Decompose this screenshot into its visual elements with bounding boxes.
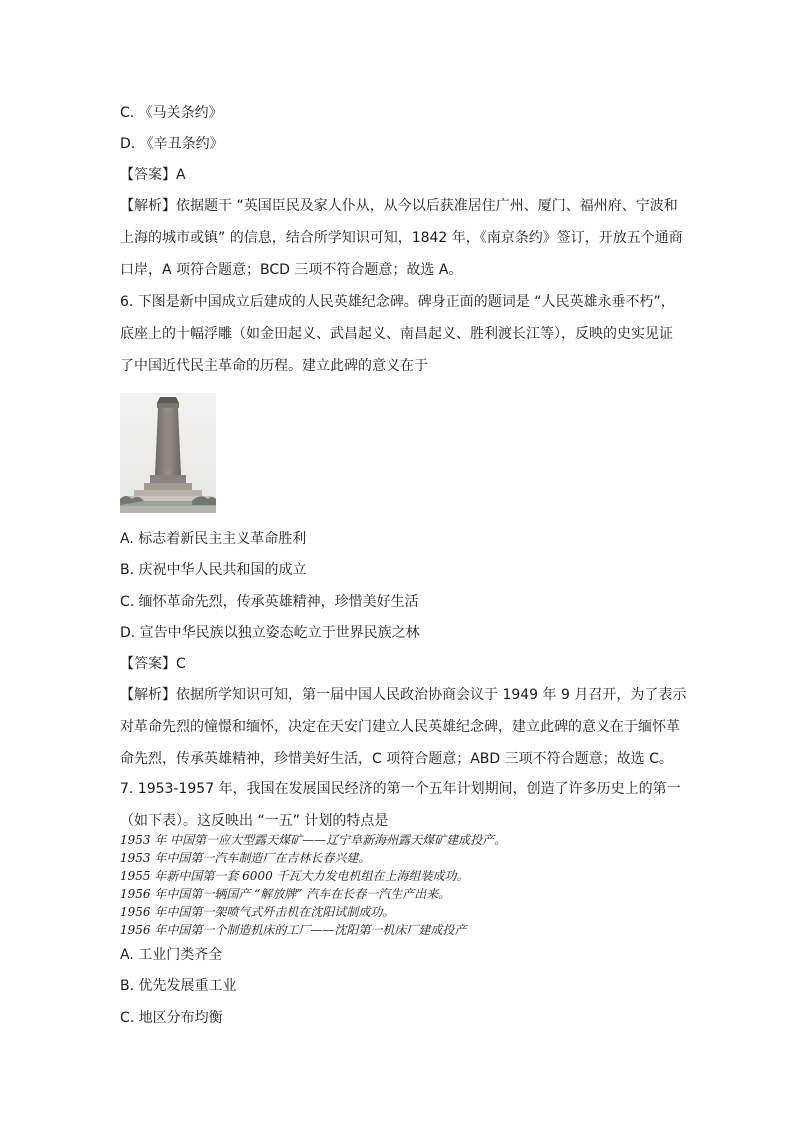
q6-analysis-line: 【解析】依据所学知识可知，第一届中国人民政治协商会议于 1949 年 9 月召开，为了表示 (120, 687, 687, 703)
q6-analysis (120, 679, 687, 775)
q6-stem (120, 286, 676, 382)
q7-table-row: 1955 年新中国第一套 6000 千瓦大力发电机组在上海组装成功。 (120, 869, 469, 883)
q5-analysis-line: 上海的城市或镇” 的信息，结合所学知识可知，1842 年，《南京条约》签订，开放五个通商 (120, 230, 683, 246)
q6-option-c: C. 缅怀革命先烈，传承英雄精神，珍惜美好生活 (120, 594, 419, 610)
q5-analysis (120, 190, 683, 286)
q7-table-row: 1956 年中国第一架喷气式歼击机在沈阳试制成功。 (120, 905, 395, 919)
q5-analysis-line: 【解析】依据题干 “英国臣民及家人仆从，从今以后获准居住广州、厦门、福州府、宁波和 (120, 198, 678, 214)
q5-option-d: D. 《辛丑条约》 (120, 136, 224, 152)
q7-stem (120, 773, 681, 837)
q7-table-row: 1956 年中国第一个制造机床的工厂——沈阳第一机床厂建成投产 (120, 923, 467, 937)
monument-photo (120, 393, 216, 513)
q6-analysis-line: 命先烈，传承英雄精神，珍惜美好生活，C 项符合题意；ABD 三项不符合题意；故选 C。 (120, 751, 673, 767)
q5-answer: 【答案】A (120, 167, 186, 183)
q7-option-c: C. 地区分布均衡 (120, 1010, 223, 1026)
q6-option-b: B. 庆祝中华人民共和国的成立 (120, 562, 307, 578)
q6-option-d: D. 宣告中华民族以独立姿态屹立于世界民族之林 (120, 625, 420, 641)
q7-stem-line: （如下表）。这反映出 “一五” 计划的特点是 (120, 813, 389, 829)
q6-analysis-line: 对革命先烈的憧憬和缅怀，决定在天安门建立人民英雄纪念碑，建立此碑的意义在于缅怀革 (120, 719, 680, 735)
q7-option-a: A. 工业门类齐全 (120, 947, 223, 963)
q5-option-c: C. 《马关条约》 (120, 105, 223, 121)
q7-table-row: 1953 年 中国第一应大型露天煤矿——辽宁阜新海州露天煤矿建成投产。 (120, 833, 507, 847)
q6-answer: 【答案】C (120, 656, 186, 672)
q7-table-row: 1956 年中国第一辆国产 “解放牌” 汽车在长春一汽生产出来。 (120, 887, 451, 901)
q6-stem-line: 了中国近代民主革命的历程。建立此碑的意义在于 (120, 358, 428, 374)
q6-stem-line: 底座上的十幅浮雕（如金田起义、武昌起义、南昌起义、胜利渡长江等），反映的史实见证 (120, 326, 673, 342)
q5-analysis-line: 口岸，A 项符合题意；BCD 三项不符合题意；故选 A。 (120, 262, 463, 278)
q7-table-row: 1953 年中国第一汽车制造厂在吉林长春兴建。 (120, 851, 371, 865)
q6-option-a: A. 标志着新民主主义革命胜利 (120, 531, 307, 547)
q7-stem-line: 7. 1953-1957 年，我国在发展国民经济的第一个五年计划期间，创造了许多历史上的第一 (120, 781, 681, 797)
q7-option-b: B. 优先发展重工业 (120, 978, 237, 994)
q6-stem-line: 6. 下图是新中国成立后建成的人民英雄纪念碑。碑身正面的题词是 “人民英雄永垂不朽”， (120, 294, 675, 310)
